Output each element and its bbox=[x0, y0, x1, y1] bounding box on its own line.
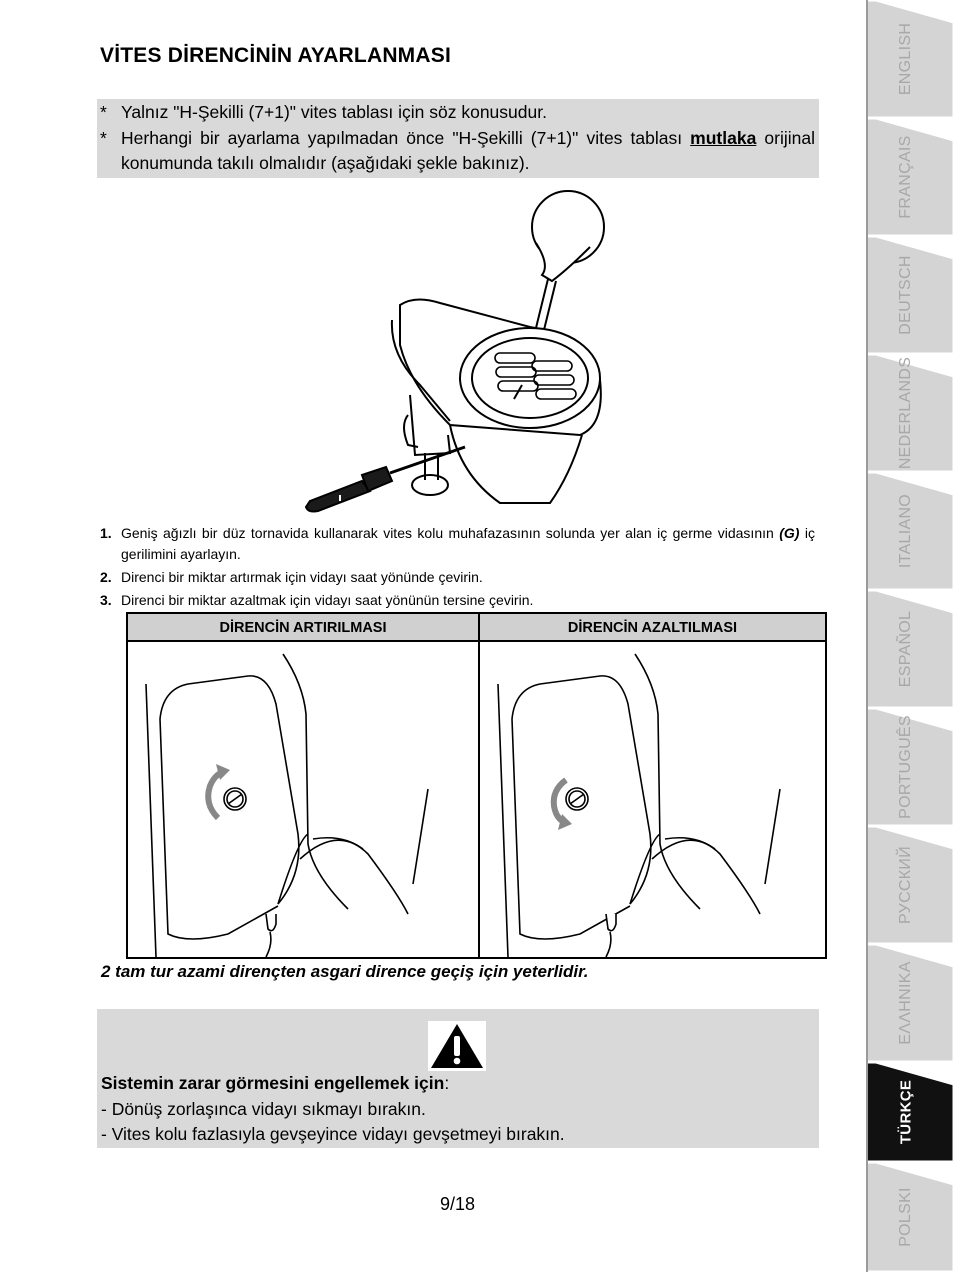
tab-label: ΕΛΛΗΝΙΚΑ bbox=[897, 961, 914, 1045]
tab-label: ESPAÑOL bbox=[897, 610, 914, 688]
step-number: 1. bbox=[100, 525, 112, 541]
page-number: 9/18 bbox=[440, 1194, 476, 1214]
step-item bbox=[100, 567, 816, 588]
note-item bbox=[97, 126, 819, 176]
step-text: Geniş ağızlı bir düz tornavida kullanarak vites kolu muhafazasının solunda yer alan iç germe vidasının (G) iç gerilimini ayarlayın. bbox=[121, 525, 816, 562]
tab-russian[interactable] bbox=[866, 826, 954, 944]
warning-heading: Sistemin zarar görmesini engellemek için: bbox=[101, 1073, 450, 1093]
tab-espanol[interactable] bbox=[866, 590, 954, 708]
tab-label: POLSKI bbox=[897, 1187, 914, 1247]
note-text: Herhangi bir ayarlama yapılmadan önce "H-Şekilli (7+1)" vites tablası mutlaka orijinal konumunda takılı olmalıdır (aşağıdaki şekle bakınız). bbox=[121, 128, 815, 173]
language-tabs bbox=[866, 0, 954, 1272]
tab-deutsch[interactable] bbox=[866, 236, 954, 354]
g-label: (G) bbox=[779, 525, 800, 541]
notes-box bbox=[97, 99, 819, 178]
tab-english[interactable] bbox=[866, 0, 954, 118]
tab-label: FRANÇAIS bbox=[897, 135, 914, 219]
table-header bbox=[128, 614, 825, 642]
resistance-table bbox=[126, 612, 827, 959]
tab-label: PORTUGUÊS bbox=[897, 715, 914, 819]
tab-label: NEDERLANDS bbox=[897, 356, 914, 470]
note-bullet: * bbox=[100, 102, 107, 122]
tab-turkce[interactable] bbox=[866, 1062, 954, 1162]
warning-line: - Vites kolu fazlasıyla gevşeyince vidayı gevşetmeyi bırakın. bbox=[101, 1124, 565, 1144]
emphasis-mutlaka: mutlaka bbox=[690, 128, 757, 148]
step-item bbox=[100, 590, 816, 611]
tab-polski[interactable] bbox=[866, 1162, 954, 1272]
shifter-illustration bbox=[300, 185, 620, 515]
tab-label: РУССКИЙ bbox=[897, 845, 914, 925]
header-decrease: DİRENCİN AZALTILMASI bbox=[567, 620, 738, 636]
step-number: 3. bbox=[100, 592, 112, 608]
note-bullet: * bbox=[100, 128, 107, 148]
decrease-illustration bbox=[480, 644, 828, 957]
tab-portugues[interactable] bbox=[866, 708, 954, 826]
step-text: Direnci bir miktar azaltmak için vidayı saat yönünün tersine çevirin. bbox=[121, 592, 534, 608]
tab-italiano[interactable] bbox=[866, 472, 954, 590]
tab-greek[interactable] bbox=[866, 944, 954, 1062]
tab-label: TÜRKÇE bbox=[897, 1079, 915, 1145]
note-text: Yalnız "H-Şekilli (7+1)" vites tablası için söz konusudur. bbox=[121, 102, 547, 122]
note-item bbox=[97, 100, 819, 125]
tab-label: DEUTSCH bbox=[897, 255, 914, 335]
step-number: 2. bbox=[100, 569, 112, 585]
step-item bbox=[100, 523, 816, 565]
header-increase: DİRENCİN ARTIRILMASI bbox=[219, 620, 387, 636]
tab-label: ENGLISH bbox=[897, 22, 914, 96]
increase-illustration bbox=[128, 644, 476, 957]
step-text: Direnci bir miktar artırmak için vidayı saat yönünde çevirin. bbox=[121, 569, 483, 585]
warning-icon bbox=[428, 1021, 486, 1071]
footnote: 2 tam tur azami dirençten asgari dirence geçiş için yeterlidir. bbox=[101, 962, 589, 981]
warning-line: - Dönüş zorlaşınca vidayı sıkmayı bırakın. bbox=[101, 1099, 426, 1119]
page-title: VİTES DİRENCİNİN AYARLANMASI bbox=[100, 44, 451, 67]
tab-nederlands[interactable] bbox=[866, 354, 954, 472]
tab-francais[interactable] bbox=[866, 118, 954, 236]
warning-box bbox=[97, 1009, 819, 1148]
tab-label: ITALIANO bbox=[897, 493, 914, 569]
